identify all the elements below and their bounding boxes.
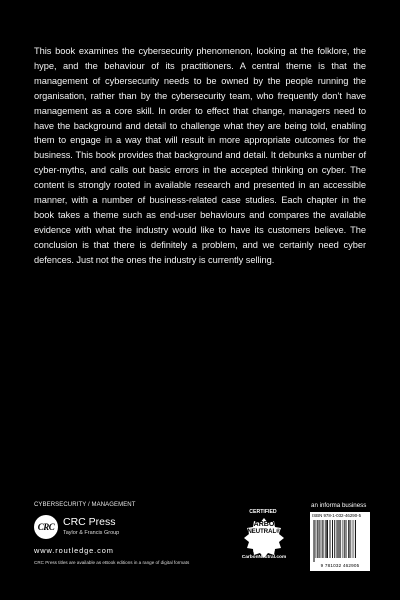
ebook-formats-note: CRC Press titles are available as eBook editions in a range of digital formats <box>34 560 190 565</box>
carbon-neutral-word-1: CARBON <box>248 521 280 528</box>
crc-logo <box>34 515 58 539</box>
publisher-group: Taylor & Francis Group <box>63 530 120 536</box>
crc-logo-text: CRC <box>37 522 55 532</box>
category-label: CYBERSECURITY / MANAGEMENT <box>34 502 136 508</box>
blurb-text: This book examines the cybersecurity phenomenon, looking at the folklore, the hype, and the behaviour of its practitioners. A central theme is that the management of cybersecurity needs to be owned by the people running the organisation, rather than by the cybersecurity team, who frequently don’t have management as a core skill. In order to effect that change, managers need to have the background and detail to challenge what they are being told, enabling them to engage in a way that will result in more appropriate outcomes for the business. This book provides that background and detail. It debunks a number of cyber-myths, and calls out basic errors in the accepted thinking on cyber. The content is strongly rooted in available research and presented in an accessible manner, with a number of business-related case studies. Each chapter in the book takes a theme such as end-user behaviours and compares the available evidence with what the industry would like to have its customers believe. The conclusion is that there is definitely a problem, and we certainly need cyber defences. Just not the ones the industry is currently selling. <box>34 46 366 265</box>
carbon-neutral-publication: publication <box>253 547 275 552</box>
barcode-bars <box>313 520 367 562</box>
isbn-barcode <box>310 512 370 571</box>
publisher-name: CRC Press <box>63 516 116 528</box>
isbn-label: ISBN 978-1-032-46290-5 <box>312 513 362 518</box>
barcode-number: 9 781032 462905 <box>320 563 360 568</box>
informa-tagline: an informa business <box>311 502 367 509</box>
carbon-neutral-site: CarbonNeutral.com <box>241 555 287 560</box>
carbon-neutral-word-2: NEUTRAL® <box>247 529 281 535</box>
publisher-website[interactable]: www.routledge.com <box>34 546 114 555</box>
carbon-neutral-certified: CERTIFIED <box>249 509 277 515</box>
